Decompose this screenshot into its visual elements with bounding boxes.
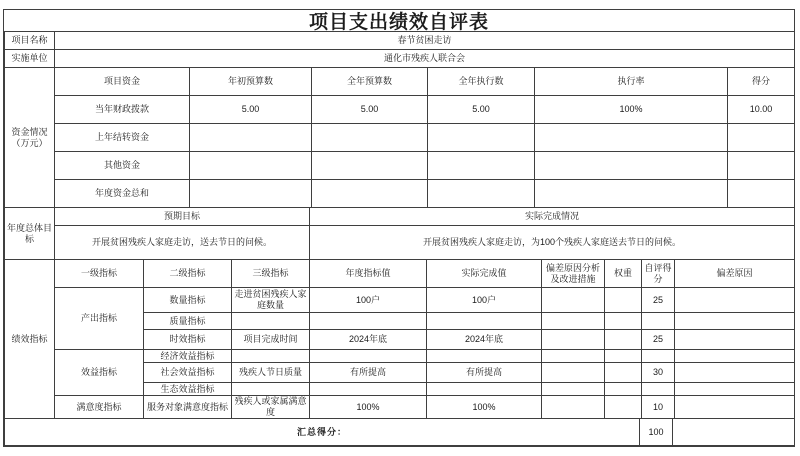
perf-self-score: 10 [642, 396, 675, 419]
perf-level3 [232, 350, 310, 363]
funding-cell: 100% [535, 96, 728, 124]
perf-deviation-reason [675, 363, 795, 383]
funding-cell [535, 124, 728, 152]
perf-header-level1: 一级指标 [55, 260, 144, 288]
funding-header-annual-execution: 全年执行数 [428, 68, 535, 96]
performance-section-label: 绩效指标 [5, 260, 55, 419]
perf-level3 [232, 383, 310, 396]
perf-actual-value: 有所提高 [427, 363, 542, 383]
perf-deviation-analysis [542, 383, 605, 396]
funding-cell [728, 124, 795, 152]
perf-deviation-analysis [542, 313, 605, 330]
table-row [5, 180, 795, 208]
funding-header-execution-rate: 执行率 [535, 68, 728, 96]
funding-cell [312, 152, 428, 180]
funding-table [4, 67, 795, 208]
perf-weight [605, 350, 642, 363]
perf-level2: 服务对象满意度指标 [144, 396, 232, 419]
perf-level2: 时效指标 [144, 330, 232, 350]
perf-deviation-analysis [542, 396, 605, 419]
perf-level3: 残疾人或家属满意度 [232, 396, 310, 419]
funding-row-label: 年度资金总和 [55, 180, 190, 208]
perf-annual-value: 100% [310, 396, 427, 419]
table-row [5, 350, 795, 363]
page-title: 项目支出绩效自评表 [308, 12, 489, 33]
perf-annual-value [310, 313, 427, 330]
perf-weight [605, 288, 642, 313]
perf-actual-value: 100% [427, 396, 542, 419]
perf-deviation-reason [675, 313, 795, 330]
perf-level3 [232, 313, 310, 330]
perf-self-score [642, 313, 675, 330]
table-row [5, 96, 795, 124]
perf-self-score: 25 [642, 288, 675, 313]
unit-label: 实施单位 [5, 50, 55, 68]
actual-completion-text: 开展贫困残疾人家庭走访，为100个残疾人家庭送去节日的问候。 [310, 226, 795, 260]
annual-goal-table [4, 207, 795, 260]
perf-deviation-analysis [542, 363, 605, 383]
perf-weight [605, 313, 642, 330]
perf-actual-value [427, 313, 542, 330]
perf-actual-value [427, 383, 542, 396]
perf-weight [605, 383, 642, 396]
perf-annual-value: 2024年底 [310, 330, 427, 350]
perf-deviation-reason [675, 288, 795, 313]
perf-level3: 走进贫困残疾人家庭数量 [232, 288, 310, 313]
funding-row-label: 上年结转资金 [55, 124, 190, 152]
perf-level2: 质量指标 [144, 313, 232, 330]
table-row [5, 152, 795, 180]
funding-cell: 5.00 [312, 96, 428, 124]
expected-goal-header: 预期目标 [55, 208, 310, 226]
project-name-label: 项目名称 [5, 32, 55, 50]
perf-header-deviation-analysis: 偏差原因分析及改进措施 [542, 260, 605, 288]
table-row [5, 288, 795, 313]
summary-empty-cell [673, 419, 795, 446]
annual-goal-section-label: 年度总体目标 [5, 208, 55, 260]
funding-cell [728, 152, 795, 180]
perf-deviation-reason [675, 383, 795, 396]
perf-level3: 项目完成时间 [232, 330, 310, 350]
funding-cell [190, 152, 312, 180]
funding-row-label: 其他资金 [55, 152, 190, 180]
funding-header-score: 得分 [728, 68, 795, 96]
perf-level3: 残疾人节日质量 [232, 363, 310, 383]
funding-cell [428, 180, 535, 208]
perf-level2: 经济效益指标 [144, 350, 232, 363]
perf-level2: 生态效益指标 [144, 383, 232, 396]
funding-cell [535, 180, 728, 208]
project-name-value: 春节贫困走访 [55, 32, 795, 50]
perf-annual-value [310, 383, 427, 396]
perf-deviation-reason [675, 350, 795, 363]
perf-deviation-reason [675, 330, 795, 350]
table-row [5, 396, 795, 419]
funding-cell [312, 180, 428, 208]
perf-deviation-reason [675, 396, 795, 419]
funding-cell [312, 124, 428, 152]
perf-header-level2: 二级指标 [144, 260, 232, 288]
funding-cell: 10.00 [728, 96, 795, 124]
funding-cell [190, 180, 312, 208]
funding-header-initial-budget: 年初预算数 [190, 68, 312, 96]
table-row [5, 124, 795, 152]
perf-annual-value: 100户 [310, 288, 427, 313]
perf-deviation-analysis [542, 350, 605, 363]
perf-weight [605, 330, 642, 350]
expected-goal-text: 开展贫困残疾人家庭走访，送去节日的问候。 [55, 226, 310, 260]
perf-header-weight: 权重 [605, 260, 642, 288]
perf-weight [605, 363, 642, 383]
perf-self-score: 25 [642, 330, 675, 350]
perf-header-deviation-reason: 偏差原因 [675, 260, 795, 288]
perf-self-score [642, 383, 675, 396]
performance-table [4, 259, 795, 419]
perf-level1-benefit: 效益指标 [55, 350, 144, 396]
funding-cell [190, 124, 312, 152]
perf-header-actual-value: 实际完成值 [427, 260, 542, 288]
perf-header-level3: 三级指标 [232, 260, 310, 288]
funding-cell: 5.00 [190, 96, 312, 124]
perf-level2: 数量指标 [144, 288, 232, 313]
perf-annual-value [310, 350, 427, 363]
actual-completion-header: 实际完成情况 [310, 208, 795, 226]
summary-table [4, 418, 795, 446]
funding-section-label: 资金情况（万元） [5, 68, 55, 208]
perf-deviation-analysis [542, 288, 605, 313]
funding-row-label: 当年财政拨款 [55, 96, 190, 124]
funding-cell [428, 152, 535, 180]
perf-level1-output: 产出指标 [55, 288, 144, 350]
summary-score-value: 100 [640, 419, 673, 446]
perf-level2: 社会效益指标 [144, 363, 232, 383]
perf-header-annual-value: 年度指标值 [310, 260, 427, 288]
funding-cell: 5.00 [428, 96, 535, 124]
funding-header-annual-budget: 全年预算数 [312, 68, 428, 96]
perf-actual-value [427, 350, 542, 363]
summary-score-label: 汇总得分： [5, 419, 640, 446]
funding-cell [428, 124, 535, 152]
funding-cell [728, 180, 795, 208]
perf-weight [605, 396, 642, 419]
perf-deviation-analysis [542, 330, 605, 350]
perf-actual-value: 100户 [427, 288, 542, 313]
perf-self-score: 30 [642, 363, 675, 383]
perf-annual-value: 有所提高 [310, 363, 427, 383]
self-evaluation-table [3, 9, 795, 447]
perf-level1-satisfaction: 满意度指标 [55, 396, 144, 419]
perf-actual-value: 2024年底 [427, 330, 542, 350]
funding-cell [535, 152, 728, 180]
perf-self-score [642, 350, 675, 363]
unit-value: 通化市残疾人联合会 [55, 50, 795, 68]
perf-header-self-score: 自评得分 [642, 260, 675, 288]
info-table [4, 31, 795, 68]
funding-header-project-funds: 项目资金 [55, 68, 190, 96]
